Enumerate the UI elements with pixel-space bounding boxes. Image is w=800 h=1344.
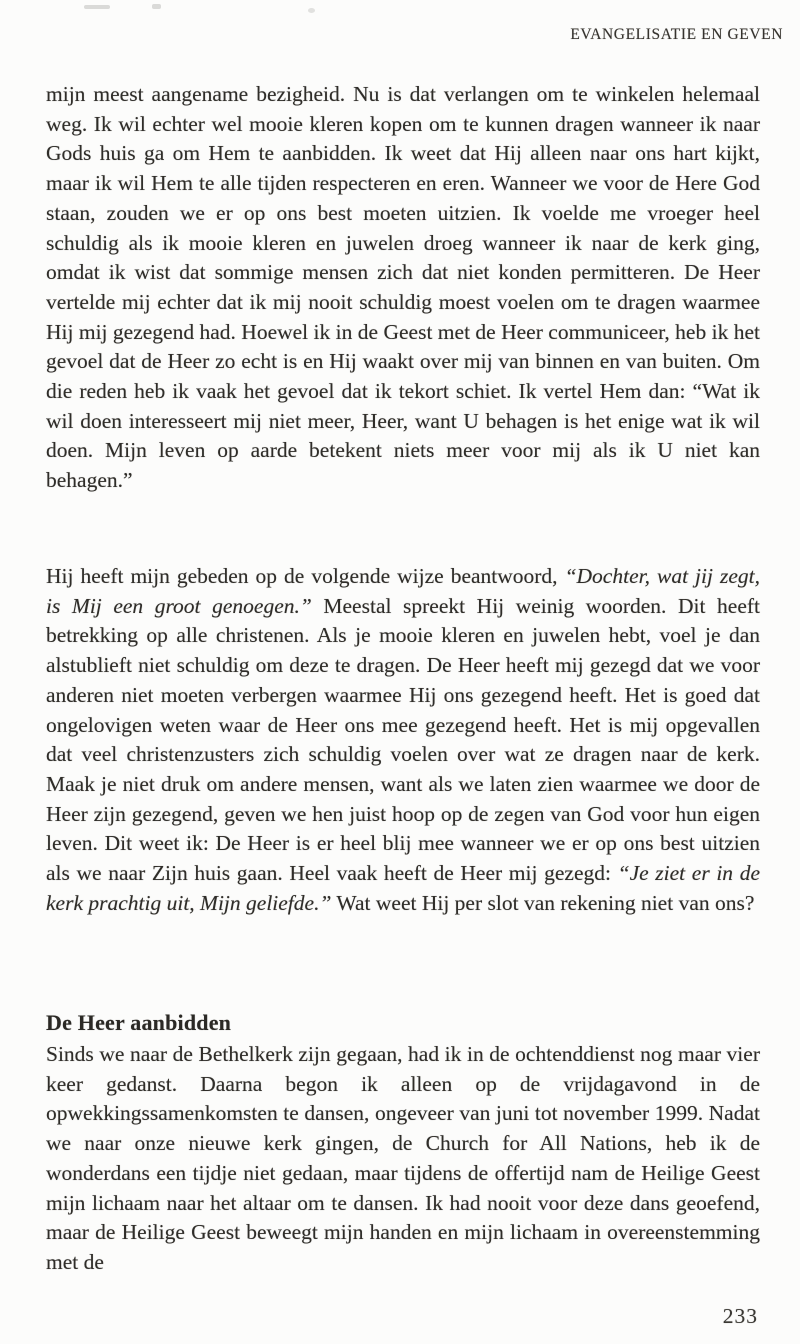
text-segment: Sinds we naar de Bethelkerk zijn gegaan, had ik in de ochtenddienst nog maar vier keer gedanst. Daarna begon ik alleen op de vrijdagavond in de opwekkingssamenkomsten te dansen, ongeveer van juni tot november 1999. Nadat we naar onze nieuwe kerk gingen, de Church for All Nations, heb ik de wonderdans een tijdje niet gedaan, maar tijdens de offertijd nam de Heilige Geest mijn lichaam naar het altaar om te dansen. Ik had nooit voor deze dans geoefend, maar de Heilige Geest beweegt mijn handen en mijn lichaam in overeenstemming met de: [46, 1042, 760, 1274]
italic-quote: “Je ziet er in de kerk prachtig uit, Mijn geliefde.”: [46, 861, 760, 915]
section-heading: De Heer aanbidden: [46, 1010, 232, 1035]
italic-quote: “Dochter, wat jij zegt, is Mij een groot genoegen.”: [46, 564, 760, 618]
page-number: 233: [722, 1304, 758, 1328]
running-header: EVANGELISATIE EN GEVEN: [570, 26, 783, 43]
text-segment: Wat weet Hij per slot van rekening niet van ons?: [331, 890, 755, 915]
text-segment: mijn meest aangename bezigheid. Nu is dat verlangen om te winkelen helemaal weg. Ik wil echter wel mooie kleren kopen om te kunnen dragen wanneer ik naar Gods huis ga om Hem te aanbidden. Ik weet dat Hij alleen naar ons hart kijkt, maar ik wil Hem te alle tijden respecteren en eren. Wanneer we voor de Here God staan, zouden we er op ons best moeten uitzien. Ik voelde me vroeger heel schuldig als ik mooie kleren en juwelen droeg wanneer ik naar de kerk ging, omdat ik wist dat sommige mensen zich dat niet konden permitteren. De Heer vertelde mij echter dat ik mij nooit schuldig moest voelen om te dragen waarmee Hij mij gezegend had. Hoewel ik in de Geest met de Heer communiceer, heb ik het gevoel dat de Heer zo echt is en Hij waakt over mij van binnen en van buiten. Om die reden heb ik vaak het gevoel dat ik tekort schiet. Ik vertel Hem dan: “Wat ik wil doen interesseert mij niet meer, Heer, want U behagen is het enige wat ik wil doen. Mijn leven op aarde betekent niets meer voor mij als ik U niet kan behagen.”: [46, 82, 760, 493]
text-segment: Meestal spreekt Hij weinig woorden. Dit heeft betrekking op alle christenen. Als je mooie kleren en juwelen hebt, voel je dan alstublieft niet schuldig om deze te dragen. De Heer heeft mij gezegd dat we voor anderen niet moeten verbergen waarmee Hij ons gezegend heeft. Het is goed dat ongelovigen weten waar de Heer ons mee gezegend heeft. Het is mij opgevallen dat veel christenzusters zich schuldig voelen over wat ze dragen naar de kerk. Maak je niet druk om andere mensen, want als we laten zien waarmee we door de Heer zijn gezegend, geven we hen juist hoop op de zegen van God voor hun eigen leven. Dit weet ik: De Heer is er heel blij mee wanneer we er op ons best uitzien als we naar Zijn huis gaan. Heel vaak heeft de Heer mij gezegd:: [46, 593, 760, 886]
paragraph-3: [46, 1040, 760, 1278]
paragraph-1: [46, 80, 760, 496]
paragraph-2: [46, 562, 760, 918]
text-segment: Hij heeft mijn gebeden op de volgende wijze beantwoord,: [46, 564, 565, 588]
